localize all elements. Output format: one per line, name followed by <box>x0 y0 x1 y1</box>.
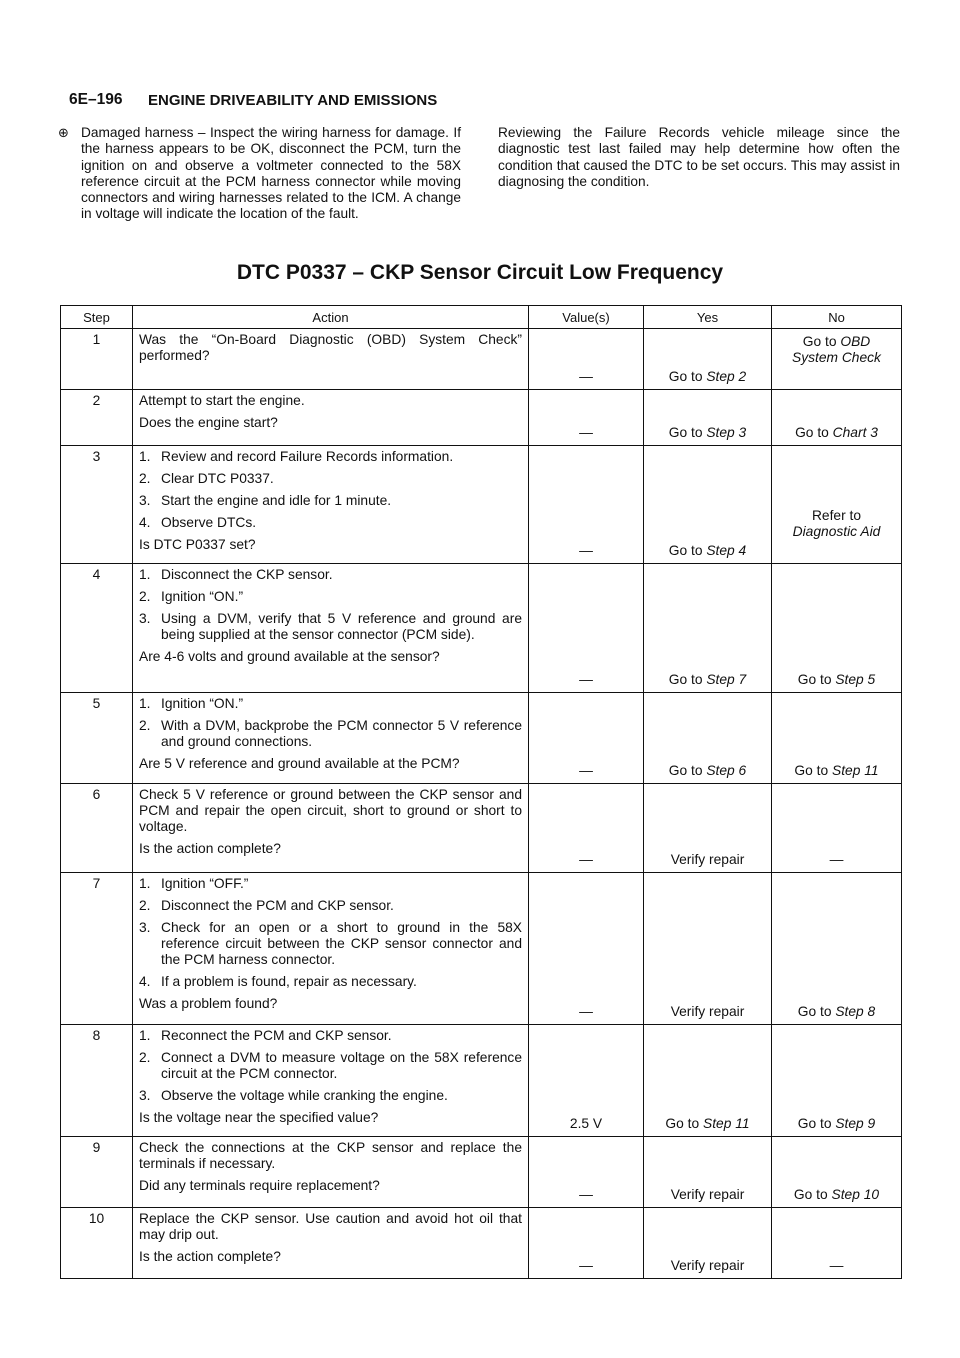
action-cell <box>133 1137 529 1208</box>
action-question: Was a problem found? <box>139 996 278 1011</box>
value-cell: — <box>529 784 644 873</box>
action-question: Is the voltage near the specified value? <box>139 1110 379 1125</box>
no-cell <box>772 446 902 564</box>
action-step-text: Disconnect the CKP sensor. <box>161 567 333 582</box>
header-step: Step <box>61 306 133 329</box>
action-step-text: Reconnect the PCM and CKP sensor. <box>161 1028 392 1043</box>
yes-cell <box>644 564 772 693</box>
diagnostic-table <box>60 305 902 1279</box>
page-code: 6E–196 <box>69 91 123 108</box>
no-result-ref: Chart 3 <box>832 425 878 440</box>
yes-result-text: Verify repair <box>670 1187 745 1202</box>
action-step-number: 3. <box>139 611 151 626</box>
no-result-ref: Step 10 <box>831 1187 880 1202</box>
action-line: Does the engine start? <box>139 415 278 430</box>
action-step-text: Ignition “ON.” <box>161 589 244 604</box>
action-step-number: 3. <box>139 493 151 508</box>
action-cell <box>133 390 529 446</box>
table-row <box>61 390 902 446</box>
no-result-ref: Step 5 <box>835 672 876 687</box>
action-step-number: 2. <box>139 471 151 486</box>
step-number: 1 <box>92 332 101 347</box>
yes-cell <box>644 1025 772 1137</box>
action-step-item <box>139 471 522 487</box>
action-step-number: 1. <box>139 696 151 711</box>
action-line: Is the action complete? <box>139 841 281 856</box>
yes-cell <box>644 329 772 390</box>
yes-result-prefix: Go to <box>668 425 703 440</box>
action-step-number: 3. <box>139 1088 151 1103</box>
value-cell: — <box>529 693 644 784</box>
yes-result-prefix: Go to <box>665 1116 700 1131</box>
no-result-prefix: Go to <box>794 763 829 778</box>
header-value: Value(s) <box>529 306 644 329</box>
yes-result-ref: Step 11 <box>703 1116 750 1131</box>
value-cell: — <box>529 873 644 1025</box>
no-result-prefix: Go to <box>797 1116 832 1131</box>
action-step-item <box>139 493 522 509</box>
no-result-text: — <box>829 852 844 867</box>
table-row <box>61 329 902 390</box>
table-row <box>61 1137 902 1208</box>
intro-left-paragraph <box>58 125 461 223</box>
action-step-number: 2. <box>139 898 151 913</box>
yes-cell <box>644 390 772 446</box>
action-step-item <box>139 449 522 465</box>
action-step-number: 1. <box>139 876 151 891</box>
action-question: Are 4-6 volts and ground available at the sensor? <box>139 649 440 664</box>
action-line: Check the connections at the CKP sensor and replace the terminals if necessary. <box>139 1140 522 1171</box>
value-cell: — <box>529 1208 644 1279</box>
action-line: Attempt to start the engine. <box>139 393 305 408</box>
no-cell <box>772 693 902 784</box>
no-cell <box>772 873 902 1025</box>
no-cell <box>772 390 902 446</box>
yes-result-prefix: Go to <box>668 543 703 558</box>
no-result-prefix: Go to <box>795 425 829 440</box>
value-cell: — <box>529 564 644 693</box>
action-step-item <box>139 1088 522 1104</box>
no-result-prefix: Go to <box>797 672 832 687</box>
step-number: 9 <box>61 1137 133 1208</box>
action-cell <box>133 1208 529 1279</box>
action-step-number: 4. <box>139 974 151 989</box>
intro-left-text: Damaged harness – Inspect the wiring harness for damage. If the harness appears to be OK, disconnect the PCM, turn the ignition on and observe a voltmeter connected to the 58X reference circuit at the PCM harness connector while moving connectors and wiring harnesses related to the ICM. A change in voltage will indicate the location of the fault. <box>81 125 461 222</box>
no-cell <box>772 1137 902 1208</box>
dtc-title: DTC P0337 – CKP Sensor Circuit Low Frequency <box>236 261 724 284</box>
action-question: Is DTC P0337 set? <box>139 537 256 552</box>
action-step-item <box>139 611 522 643</box>
yes-cell <box>644 446 772 564</box>
action-step-number: 2. <box>139 1050 151 1065</box>
bullet-icon: ⊕ <box>58 125 69 140</box>
value-cell: — <box>529 446 644 564</box>
yes-cell <box>644 873 772 1025</box>
yes-result-prefix: Go to <box>668 672 703 687</box>
action-cell <box>133 693 529 784</box>
action-cell <box>133 873 529 1025</box>
page-section-title: ENGINE DRIVEABILITY AND EMISSIONS <box>148 92 438 109</box>
action-step-number: 2. <box>139 589 151 604</box>
action-step-item <box>139 1050 522 1082</box>
header-yes: Yes <box>644 306 772 329</box>
no-cell <box>772 784 902 873</box>
no-cell <box>772 329 902 390</box>
action-step-item <box>139 515 522 531</box>
action-cell <box>133 564 529 693</box>
action-step-number: 1. <box>139 567 151 582</box>
value-cell: — <box>529 329 644 390</box>
action-step-item <box>139 1028 522 1044</box>
action-step-text: Check for an open or a short to ground in the 58X reference circuit between the CKP sensor connector and the PCM harness connector. <box>161 920 522 967</box>
action-step-text: Review and record Failure Records information. <box>161 449 454 464</box>
step-number: 8 <box>61 1025 133 1137</box>
step-number: 3 <box>61 446 133 564</box>
yes-result-ref: Step 4 <box>706 543 747 558</box>
action-step-item <box>139 567 522 583</box>
action-step-text: Observe the voltage while cranking the engine. <box>161 1088 448 1103</box>
yes-result-prefix: Go to <box>668 763 703 778</box>
table-row <box>61 1025 902 1137</box>
action-step-number: 2. <box>139 718 151 733</box>
action-question: Are 5 V reference and ground available at the PCM? <box>139 756 460 771</box>
action-step-item <box>139 920 522 968</box>
no-result-ref: Diagnostic Aid <box>792 524 881 539</box>
page-header <box>69 91 438 109</box>
yes-cell <box>644 1208 772 1279</box>
action-step-text: With a DVM, backprobe the PCM connector 5 V reference and ground connections. <box>161 718 522 749</box>
yes-cell <box>644 1137 772 1208</box>
action-step-text: Connect a DVM to measure voltage on the 58X reference circuit at the PCM connector. <box>161 1050 522 1081</box>
header-no: No <box>772 306 902 329</box>
action-cell <box>133 784 529 873</box>
action-step-number: 4. <box>139 515 151 530</box>
action-step-item <box>139 718 522 750</box>
step-number: 5 <box>61 693 133 784</box>
yes-result-ref: Step 7 <box>706 672 747 687</box>
yes-result-text: Verify repair <box>670 1258 745 1273</box>
yes-cell <box>644 693 772 784</box>
yes-result-ref: Step 6 <box>706 763 747 778</box>
action-step-text: Ignition “OFF.” <box>161 876 249 891</box>
action-cell <box>133 446 529 564</box>
no-result-ref: OBD System Check <box>792 334 881 365</box>
action-line: Is the action complete? <box>139 1249 281 1264</box>
table-row <box>61 564 902 693</box>
action-step-text: Ignition “ON.” <box>161 696 244 711</box>
action-cell <box>133 329 529 390</box>
yes-result-text: Verify repair <box>670 1004 745 1019</box>
action-line: Check 5 V reference or ground between the CKP sensor and PCM and repair the open circuit, short to ground or short to voltage. <box>139 787 522 834</box>
action-step-number: 1. <box>139 1028 151 1043</box>
step-number: 4 <box>61 564 133 693</box>
yes-result-prefix: Go to <box>668 369 703 384</box>
action-step-item <box>139 589 522 605</box>
step-number: 10 <box>61 1208 133 1279</box>
action-step-item <box>139 876 522 892</box>
action-step-text: Using a DVM, verify that 5 V reference and ground are being supplied at the sensor connector (PCM side). <box>161 611 522 642</box>
action-line: Replace the CKP sensor. Use caution and avoid hot oil that may drip out. <box>139 1211 522 1242</box>
table-header-row <box>61 306 902 329</box>
no-result-prefix: Refer to <box>811 508 862 523</box>
action-step-number: 1. <box>139 449 151 464</box>
action-step-text: If a problem is found, repair as necessary. <box>161 974 417 989</box>
action-step-item <box>139 974 522 990</box>
no-result-prefix: Go to <box>793 1187 828 1202</box>
no-result-ref: Step 11 <box>832 763 879 778</box>
table-row <box>61 784 902 873</box>
table-row <box>61 446 902 564</box>
value-cell: 2.5 V <box>529 1025 644 1137</box>
action-step-item <box>139 898 522 914</box>
step-number: 7 <box>61 873 133 1025</box>
yes-result-ref: Step 2 <box>706 369 747 384</box>
table-row <box>61 873 902 1025</box>
action-step-item <box>139 696 522 712</box>
header-action: Action <box>133 306 529 329</box>
step-number: 6 <box>61 784 133 873</box>
no-result-ref: Step 9 <box>835 1116 876 1131</box>
yes-result-text: Verify repair <box>670 852 745 867</box>
table-row <box>61 693 902 784</box>
value-cell: — <box>529 1137 644 1208</box>
yes-cell <box>644 784 772 873</box>
action-step-text: Start the engine and idle for 1 minute. <box>161 493 392 508</box>
action-step-text: Observe DTCs. <box>161 515 257 530</box>
action-step-text: Disconnect the PCM and CKP sensor. <box>161 898 394 913</box>
action-line: Did any terminals require replacement? <box>139 1178 380 1193</box>
no-result-prefix: Go to <box>802 334 837 349</box>
no-result-text: — <box>829 1258 844 1273</box>
table-body <box>61 329 902 1279</box>
no-result-prefix: Go to <box>797 1004 832 1019</box>
action-step-number: 3. <box>139 920 151 935</box>
value-cell: — <box>529 390 644 446</box>
table-row <box>61 1208 902 1279</box>
yes-result-ref: Step 3 <box>706 425 747 440</box>
no-cell <box>772 1025 902 1137</box>
no-cell <box>772 564 902 693</box>
action-step-text: Clear DTC P0337. <box>161 471 274 486</box>
no-cell <box>772 1208 902 1279</box>
step-number: 2 <box>61 390 133 446</box>
action-cell <box>133 1025 529 1137</box>
no-result-ref: Step 8 <box>835 1004 876 1019</box>
intro-right-paragraph: Reviewing the Failure Records vehicle mileage since the diagnostic test last failed may help determine how often the condition that caused the DTC to be set occurs. This may assist in diagnosing the condition. <box>498 125 900 189</box>
action-line: Was the “On-Board Diagnostic (OBD) System Check” performed? <box>139 332 522 363</box>
